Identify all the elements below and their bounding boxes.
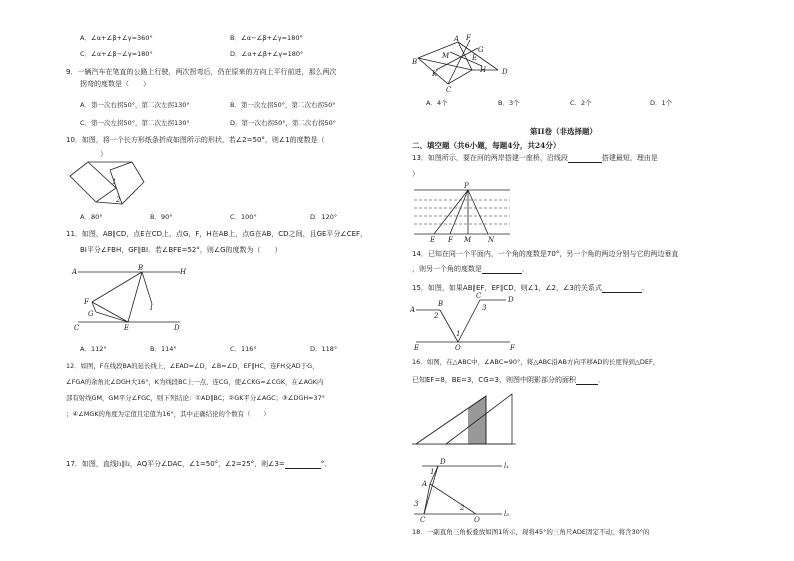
q13-label-f: F [448, 236, 453, 244]
q11-label-g: G [88, 310, 94, 318]
section2-heading: 二、填空题（共6小题，每题4分，共24分） [412, 141, 561, 150]
q17-angle1: 1 [430, 468, 435, 476]
q13-text [412, 154, 658, 163]
q9-text-line2: 拐弯的度数是（ ） [80, 80, 150, 88]
q17-label-d: D [440, 458, 446, 466]
q17-angle2: 2 [460, 504, 465, 512]
q11-option-b: B．114° [150, 345, 177, 353]
q15-answer-blank [602, 285, 642, 293]
q11-label-i: I [150, 304, 153, 312]
q15-label-e: E [414, 344, 420, 352]
q12-option-c: C．2个 [570, 99, 592, 107]
q12-text-line2: ∠FGA的余角比∠DGH大16°，K为线段BC上一点，连CG，使∠CKG=∠CGK，在∠AGK内 [66, 378, 324, 386]
fig12-label-k: K [432, 70, 438, 78]
q16-text-line2: 已知EF=8，BE=3，CG=3，则图中阴影部分的面积 ． [412, 376, 605, 384]
q14-answer-blank [482, 266, 522, 274]
q15-label-d: D [508, 296, 514, 304]
q14-text-line2: ，则另一个角的度数是 ． [412, 265, 529, 273]
q13-river-bridge-figure [412, 182, 512, 244]
q10-option-d: D．120° [310, 213, 338, 221]
q13-tail: 搭建最短，理由是 [601, 154, 658, 162]
q13-paren: ） [412, 170, 419, 178]
fig12-label-h: H [480, 66, 487, 74]
q15-angle1: 1 [456, 330, 461, 338]
fig12-label-d: D [502, 68, 508, 76]
q11-parallel-lines-figure [70, 264, 190, 334]
q9-option-a: A．第一次右拐50°，第二次左拐130° [80, 101, 190, 109]
q11-option-a: A．112° [80, 345, 107, 353]
q15-label-o: O [455, 344, 461, 352]
q17-tail: °． [320, 460, 332, 468]
q13-stem: 13．如图所示，要在河的两岸搭建一座桥，沿线段 [412, 154, 568, 162]
q9-option-b: B．第一次左拐50°，第二次右拐50° [230, 101, 336, 109]
q9-option-c: C．第一次左拐50°，第二次左拐130° [80, 119, 190, 127]
q11-label-c: C [74, 324, 80, 332]
q17-label-c: C [420, 516, 426, 522]
q15-stem: 15．如图，如果AB∥EF，EF∥CD，则∠1，∠2，∠3的关系式 [412, 284, 602, 292]
q12-option-a: A．4个 [426, 99, 448, 107]
q15-figure [410, 292, 520, 352]
fig12-label-e: E [472, 54, 478, 62]
q13-label-e: E [430, 236, 436, 244]
q10-option-b: B．90° [150, 213, 173, 221]
q15-angle2: 2 [434, 312, 439, 320]
q10-angle1-label: 1 [112, 178, 117, 186]
fig12-label-c: C [446, 86, 452, 94]
q15-label-b: B [438, 300, 444, 308]
q14-text-line1: 14．已知在同一个平面内，一个角的度数是70°，另一个角的两边分别与它的两边垂直 [412, 250, 679, 258]
q10-text-line2: ） [100, 150, 107, 158]
q10-text-line1: 10．如图，将一个长方形纸条折成如图所示的形状，若∠2=50°，则∠1的度数是（ [66, 136, 325, 144]
q18-text: 18．一副直角三角板叠放如图1所示，现将45°的三角尺ADE固定不动，将含30°的 [412, 528, 650, 536]
q16-stem: 已知EF=8，BE=3，CG=3，则图中阴影部分的面积 [412, 376, 576, 384]
part2-title: 第II卷（非选择题） [530, 127, 598, 136]
q11-option-c: C．116° [230, 345, 257, 353]
q11-label-a: A [72, 268, 78, 276]
q10-option-a: A．80° [80, 213, 103, 221]
q11-text-line2: BI平分∠FBH，GF∥BI．若∠BFE=52°，则∠G的度数为（ ） [80, 246, 282, 254]
q8-option-b: B．∠α−∠β+∠γ=180° [230, 34, 303, 42]
q12-option-b: B．3个 [498, 99, 520, 107]
q15-angle3: 3 [482, 304, 487, 312]
q11-text-line1: 11．如图，AB∥CD，点E在CD上，点G，F，H在AB上，点G在AB，CD之间，且GE平分∠CEF， [66, 230, 368, 238]
q15-label-a: A [410, 306, 416, 314]
q12-text-line4: ；④∠MGK的角度为定值且定值为16°，其中正确结论的个数有（ ） [66, 410, 270, 418]
q13-blank1 [568, 155, 602, 163]
q10-angle2-label: 2 [116, 196, 121, 204]
q11-label-d: D [174, 324, 180, 332]
q12-figure [410, 34, 520, 94]
q17-answer-blank [285, 461, 321, 469]
q12-text-line1: 12．如图，F在线段BA的延长线上，∠EAD=∠D，∠B=∠D，EF∥HC，连FH交AD于G， [66, 362, 319, 370]
q11-option-d: D．118° [310, 345, 338, 353]
q13-label-p: P [464, 182, 469, 190]
q13-label-m: M [464, 236, 472, 244]
q10-option-c: C．100° [230, 213, 257, 221]
q12-text-line3: 部有射线GM，GM平分∠FGC，则下列结论：①AD∥BC；②GK平分∠AGC；③∠DGH=37° [66, 394, 325, 402]
q17-label-q: Q [474, 516, 480, 522]
fig12-label-g: G [478, 46, 484, 54]
fig12-label-a: A [454, 35, 460, 43]
q15-label-f: F [510, 344, 515, 352]
q9-text-line1: 9．一辆汽车在笔直的公路上行驶，两次拐弯后，仍在原来的方向上平行前进，那么两次 [66, 68, 337, 76]
fig12-label-m: M [442, 52, 450, 60]
q10-folded-strip-figure [66, 160, 166, 208]
q17-stem: 17．如图，直线l₁∥l₂，AQ平分∠DAC，∠1=50°，∠2=25°，则∠3= [66, 460, 285, 468]
q17-label-l1: l₁ [504, 462, 510, 470]
q16-text-line1: 16．如图，在△ABC中，∠ABC=90°，将△ABC沿AB方向平移AD的长度得到△DEF， [412, 358, 660, 366]
q17-angle3: 3 [414, 500, 419, 508]
q17-parallel-lines-figure [410, 456, 520, 522]
q15-label-c: C [476, 292, 482, 300]
q11-label-f: F [84, 298, 89, 306]
fig12-label-b: B [412, 58, 418, 66]
q14-stem: ，则另一个角的度数是 [412, 265, 482, 273]
q11-label-h: H [180, 268, 187, 276]
q8-option-c: C．∠α+∠β−∠γ=180° [80, 50, 153, 58]
q12-option-d: D．1个 [650, 99, 673, 107]
q11-label-b: B [138, 264, 144, 272]
q15-text: 15．如图，如果AB∥EF，EF∥CD，则∠1，∠2，∠3的关系式 ． [412, 284, 649, 292]
q9-option-d: D．第一次右拐50°，第二次右拐50° [230, 119, 337, 127]
q16-answer-blank [576, 377, 598, 385]
q17-label-a: A [422, 480, 428, 488]
q8-option-a: A．∠α+∠β+∠γ=360° [80, 34, 153, 42]
q11-label-e: E [124, 324, 130, 332]
q8-option-d: D．∠α+∠β+∠γ=180° [230, 50, 304, 58]
q17-label-l2: l₂ [504, 510, 510, 518]
q17-text [66, 460, 331, 469]
q16-translated-triangles-figure [410, 390, 520, 452]
fig12-label-f: F [466, 34, 471, 42]
q13-label-n: N [488, 236, 495, 244]
